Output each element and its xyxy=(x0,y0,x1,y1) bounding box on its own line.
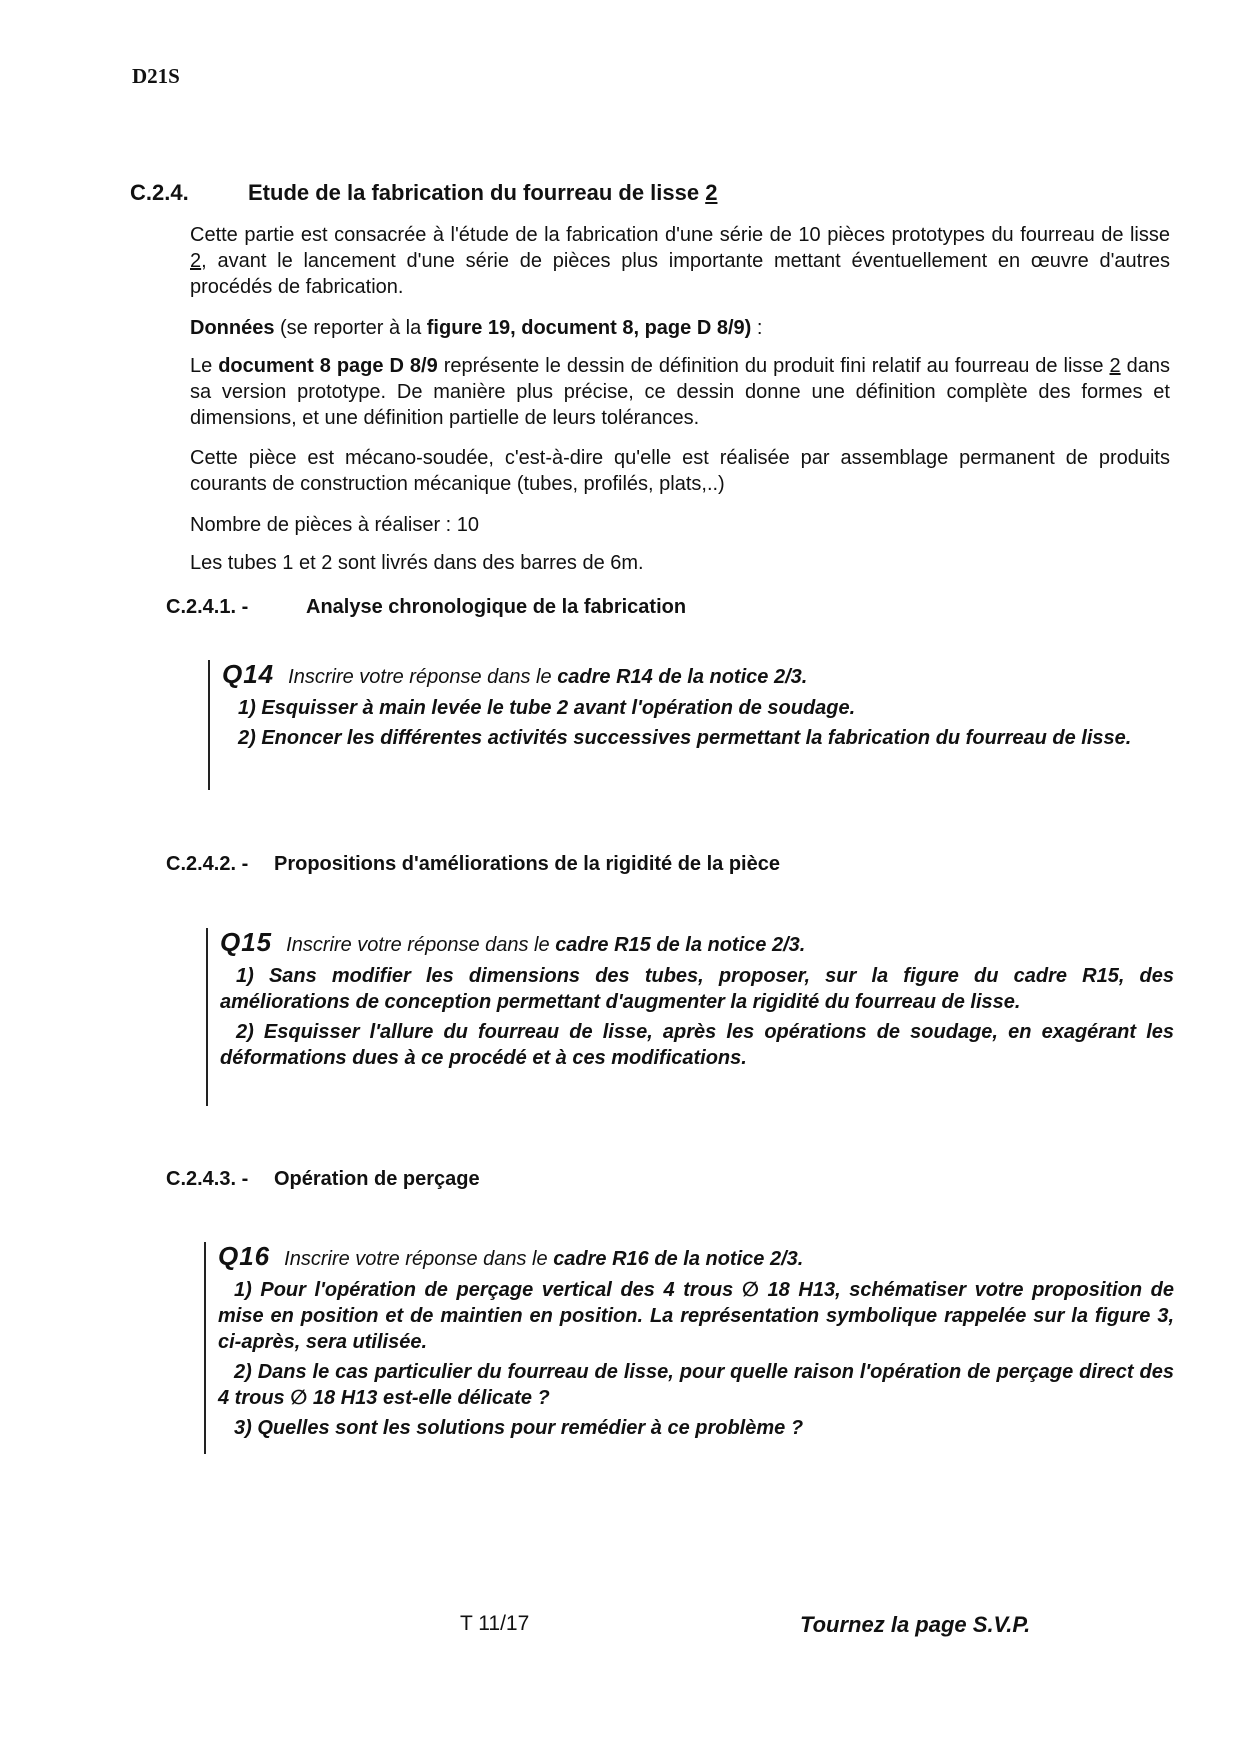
donnees-paragraph xyxy=(190,315,1170,341)
question-item xyxy=(222,725,1174,751)
doc-reference: document 8 page D 8/9 xyxy=(218,355,438,377)
subsection-number: C.2.4.1. - xyxy=(166,596,249,618)
question-q16 xyxy=(204,1242,1174,1454)
quantity-paragraph: Nombre de pièces à réaliser : 10 xyxy=(190,514,480,536)
doc-ref: 2 xyxy=(1109,355,1121,377)
turn-page-note: Tournez la page S.V.P. xyxy=(800,1612,1031,1637)
question-frame: cadre R15 de la notice 2/3. xyxy=(555,934,806,956)
question-item-text: 2) Esquisser l'allure du fourreau de lisse, après les opérations de soudage, en exagérant les déformations dues à ce procédé et à ces modifications. xyxy=(220,1021,1174,1069)
intro-paragraph xyxy=(190,222,1170,300)
subsection-title: Analyse chronologique de la fabrication xyxy=(306,596,687,618)
doc-text-a: Le xyxy=(190,355,219,377)
question-item-text: 1) Esquisser à main levée le tube 2 avant l'opération de soudage. xyxy=(238,697,856,719)
question-item xyxy=(218,1359,1174,1411)
question-item-text: 2) Dans le cas particulier du fourreau de lisse, pour quelle raison l'opération de perçage direct des 4 trous ∅ 18 H13 est-elle délicate ? xyxy=(218,1361,1174,1409)
question-label: Q16 xyxy=(218,1241,271,1271)
page-number: T 11/17 xyxy=(460,1612,530,1635)
question-item-text: 1) Pour l'opération de perçage vertical des 4 trous ∅ 18 H13, schématiser votre proposition de mise en position et de maintien en position. La représentation symbolique rappelée sur la figure 3, ci-après, sera utilisée. xyxy=(218,1279,1174,1353)
question-item xyxy=(220,963,1174,1015)
intro-text-b: , avant le lancement d'une série de pièces plus importante mettant éventuellement en œuvre d'autres procédés de fabrication. xyxy=(190,250,1170,298)
question-q14 xyxy=(208,660,1174,790)
question-item xyxy=(220,1019,1174,1071)
question-item xyxy=(218,1415,1174,1441)
question-header xyxy=(220,928,1174,959)
question-instruction: Inscrire votre réponse dans le xyxy=(286,934,556,956)
subsection-title: Opération de perçage xyxy=(274,1168,480,1190)
question-label: Q14 xyxy=(222,659,275,689)
intro-text-a: Cette partie est consacrée à l'étude de la fabrication d'une série de 10 pièces prototypes du fourreau de lisse xyxy=(190,224,1170,246)
question-instruction: Inscrire votre réponse dans le xyxy=(284,1248,554,1270)
section-number: C.2.4. xyxy=(130,180,189,205)
meca-paragraph: Cette pièce est mécano-soudée, c'est-à-dire qu'elle est réalisée par assemblage permanent de produits courants de construction mécanique (tubes, profilés, plats,..) xyxy=(190,447,1170,495)
document-description xyxy=(190,353,1170,431)
question-frame: cadre R14 de la notice 2/3. xyxy=(557,666,808,688)
intro-ref: 2 xyxy=(190,250,202,272)
document-code: D21S xyxy=(132,64,180,88)
subsection-number: C.2.4.3. - xyxy=(166,1168,249,1190)
question-label: Q15 xyxy=(220,927,273,957)
subsection-title: Propositions d'améliorations de la rigidité de la pièce xyxy=(274,853,780,875)
donnees-end: : xyxy=(751,317,763,339)
question-frame: cadre R16 de la notice 2/3. xyxy=(553,1248,804,1270)
question-q15 xyxy=(206,928,1174,1106)
donnees-text: (se reporter à la xyxy=(274,317,427,339)
doc-text-c: dans sa version prototype. De manière plus précise, ce dessin donne une définition complète des formes et dimensions, et une définition partielle de leurs tolérances. xyxy=(190,355,1170,429)
question-instruction: Inscrire votre réponse dans le xyxy=(288,666,558,688)
question-item xyxy=(222,695,1174,721)
section-title xyxy=(248,180,717,206)
donnees-label: Données xyxy=(190,317,275,339)
tubes-paragraph: Les tubes 1 et 2 sont livrés dans des barres de 6m. xyxy=(190,552,644,574)
section-title-text: Etude de la fabrication du fourreau de lisse xyxy=(248,180,706,205)
question-header xyxy=(222,660,1174,691)
question-item-text: 3) Quelles sont les solutions pour remédier à ce problème ? xyxy=(234,1417,804,1439)
subsection-number: C.2.4.2. - xyxy=(166,853,249,875)
question-item xyxy=(218,1277,1174,1355)
section-title-ref: 2 xyxy=(705,180,718,205)
question-item-text: 2) Enoncer les différentes activités successives permettant la fabrication du fourreau de lisse. xyxy=(238,727,1132,749)
question-item-text: 1) Sans modifier les dimensions des tubes, proposer, sur la figure du cadre R15, des améliorations de conception permettant d'augmenter la rigidité du fourreau de lisse. xyxy=(220,965,1174,1013)
doc-text-b: représente le dessin de définition du produit fini relatif au fourreau de lisse xyxy=(437,355,1110,377)
donnees-reference: figure 19, document 8, page D 8/9) xyxy=(426,317,752,339)
question-header xyxy=(218,1242,1174,1273)
